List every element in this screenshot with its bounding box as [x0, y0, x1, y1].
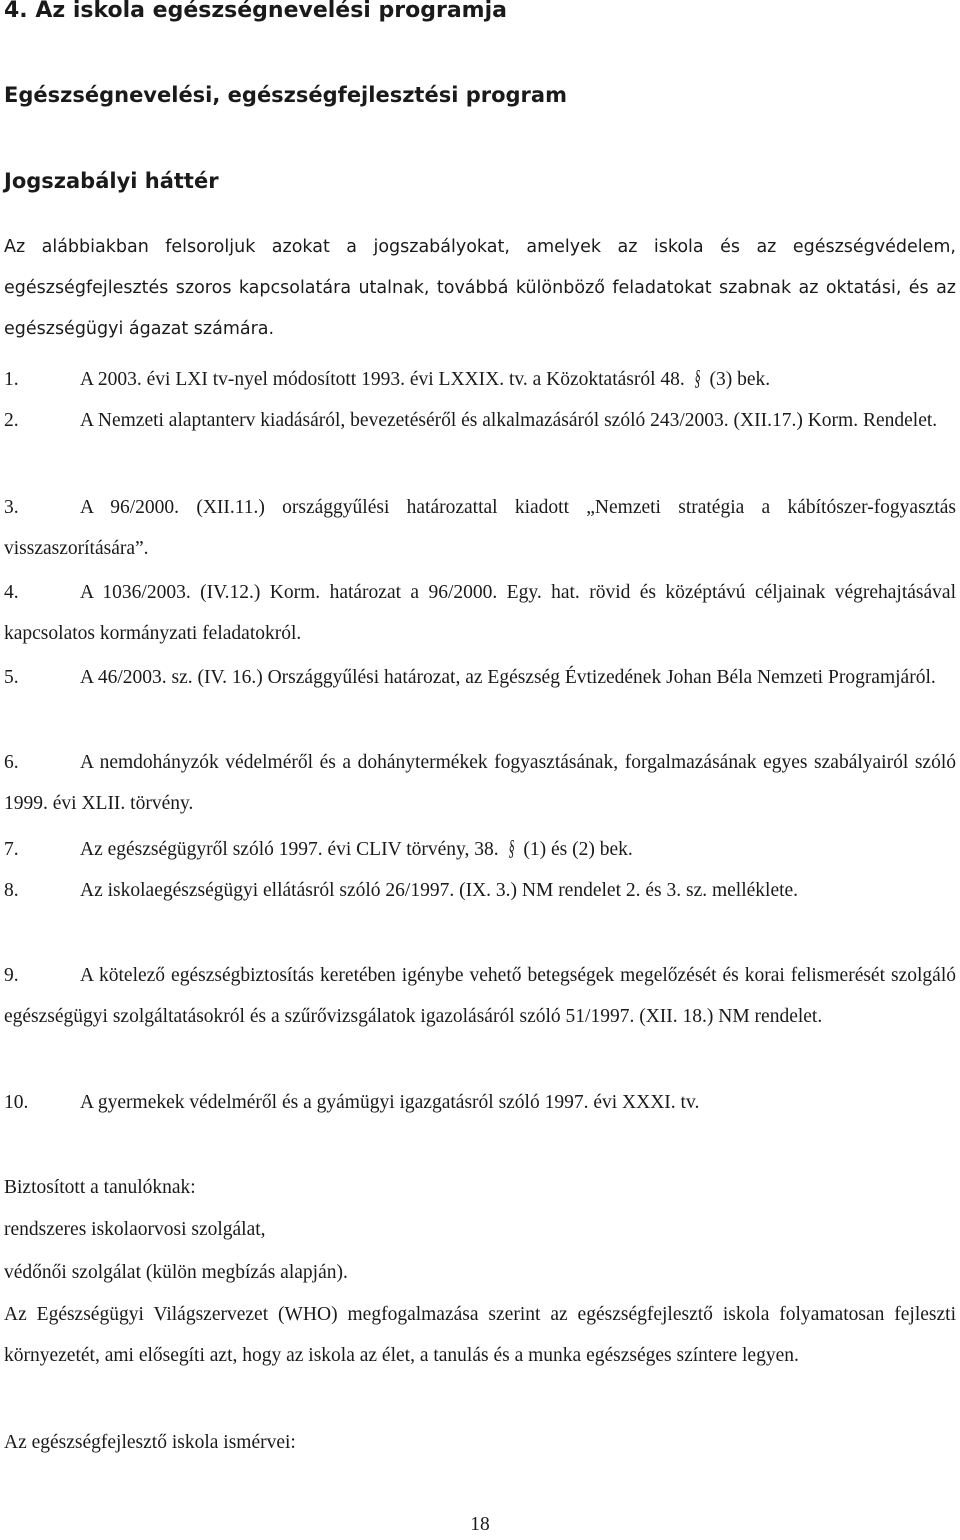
- section-symbol: §: [507, 835, 515, 860]
- law-item-3: [4, 487, 956, 569]
- law-number: 10.: [4, 1092, 29, 1113]
- law-number: 5.: [4, 667, 19, 688]
- chapter-heading: 4. Az iskola egészségnevelési programja: [4, 0, 507, 23]
- legal-background-heading: Jogszabályi háttér: [4, 169, 219, 193]
- law-text: A 2003. évi LXI tv-nyel módosított 1993. évi LXXIX. tv. a Közoktatásról 48.: [80, 369, 685, 390]
- law-number: 1.: [4, 369, 19, 390]
- provided-item-health-visitor: védőnői szolgálat (külön megbízás alapján).: [4, 1262, 348, 1283]
- law-text: A gyermekek védelméről és a gyámügyi igazgatásról szóló 1997. évi XXXI. tv.: [80, 1092, 700, 1113]
- law-number: 2.: [4, 410, 19, 431]
- law-text: Az iskolaegészségügyi ellátásról szóló 26/1997. (IX. 3.) NM rendelet 2. és 3. sz. melléklete.: [80, 880, 799, 901]
- law-number: 3.: [4, 497, 19, 518]
- section-symbol: §: [694, 365, 701, 390]
- who-paragraph: Az Egészségügyi Világszervezet (WHO) megfogalmazása szerint az egészségfejlesztő iskola folyamatosan fejleszti környezetét, ami elősegíti azt, hogy az iskola az élet, a tanulás és a munka egészséges színtere legyen.: [4, 1304, 956, 1366]
- law-item-6: [4, 742, 956, 824]
- law-text: A 96/2000. (XII.11.) országgyűlési határozattal kiadott „Nemzeti stratégia a kábítószer-fogyasztás visszaszorítására”.: [4, 497, 956, 559]
- law-item-4: [4, 572, 956, 654]
- law-text-suffix: (1) és (2) bek.: [523, 839, 633, 860]
- page-number: 18: [470, 1514, 490, 1535]
- law-item-8: [4, 870, 956, 911]
- law-number: 9.: [4, 965, 19, 986]
- provided-item-school-doctor: rendszeres iskolaorvosi szolgálat,: [4, 1219, 266, 1240]
- law-number: 7.: [4, 839, 19, 860]
- law-number: 6.: [4, 752, 19, 773]
- law-item-5: [4, 657, 956, 698]
- law-text: A kötelező egészségbiztosítás keretében igénybe vehető betegségek megelőzését és korai felismerését szolgáló egészségügyi szolgáltatásokról és a szűrővizsgálatok igazolásáról szóló 51/1997. (XII. 18.) NM rendelet.: [4, 965, 956, 1027]
- provided-title: Biztosított a tanulóknak:: [4, 1177, 196, 1198]
- program-heading: Egészségnevelési, egészségfejlesztési program: [4, 83, 567, 107]
- law-item-10: [4, 1082, 956, 1123]
- criteria-title: Az egészségfejlesztő iskola ismérvei:: [4, 1432, 296, 1453]
- law-item-1: [4, 357, 956, 400]
- law-number: 4.: [4, 582, 19, 603]
- law-text: A 1036/2003. (IV.12.) Korm. határozat a 96/2000. Egy. hat. rövid és középtávú céljainak végrehajtásával kapcsolatos kormányzati feladatokról.: [4, 582, 956, 644]
- law-text-suffix: (3) bek.: [709, 369, 771, 390]
- law-item-9: [4, 955, 956, 1037]
- law-item-7: [4, 827, 956, 870]
- law-number: 8.: [4, 880, 19, 901]
- intro-paragraph: Az alábbiakban felsoroljuk azokat a jogszabályokat, amelyek az iskola és az egészségvédelem, egészségfejlesztés szoros kapcsolatára utalnak, továbbá különböző feladatokat szabnak az oktatási, és az egészségügyi ágazat számára.: [4, 237, 956, 339]
- law-text: Az egészségügyről szóló 1997. évi CLIV törvény, 38.: [80, 839, 499, 860]
- law-text: A 46/2003. sz. (IV. 16.) Országgyűlési határozat, az Egészség Évtizedének Johan Béla Nemzeti Programjáról.: [80, 667, 936, 688]
- law-item-2: [4, 400, 956, 441]
- law-text: A nemdohányzók védelméről és a dohánytermékek fogyasztásának, forgalmazásának egyes szabályairól szóló 1999. évi XLII. törvény.: [4, 752, 956, 814]
- law-text: A Nemzeti alaptanterv kiadásáról, bevezetéséről és alkalmazásáról szóló 243/2003. (XII.17.) Korm. Rendelet.: [80, 410, 938, 431]
